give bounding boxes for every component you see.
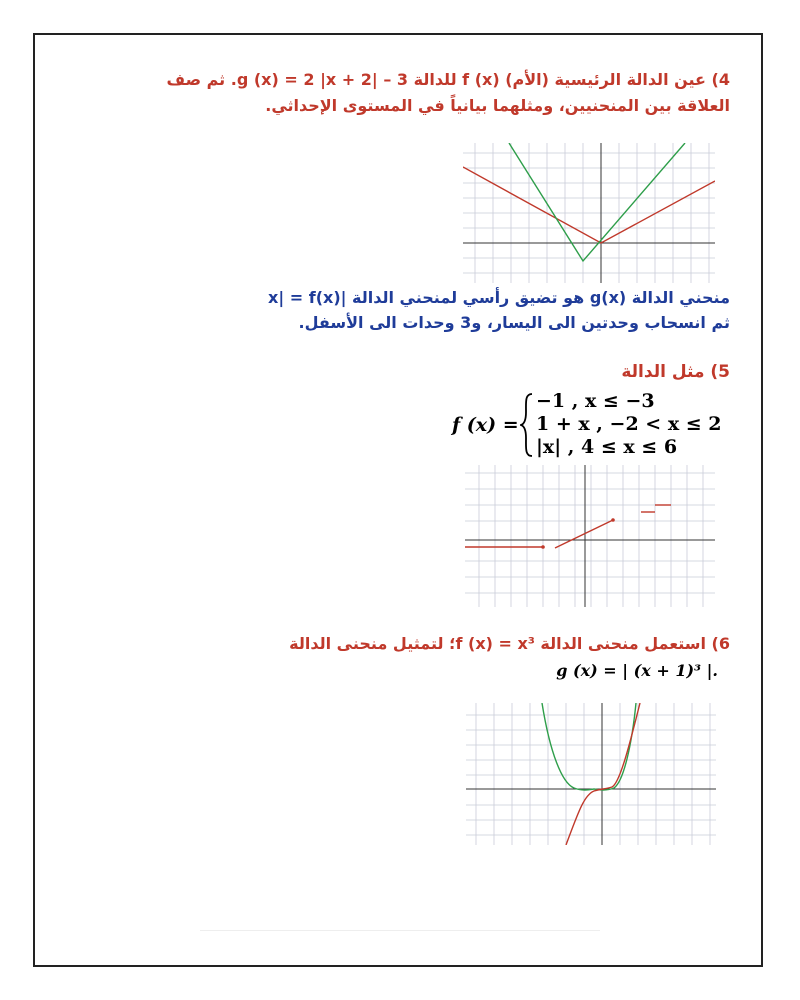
q5-grid — [465, 465, 715, 607]
q6-curve-f — [566, 703, 640, 845]
q4-answer-line2: ثم انسحاب وحدتين الى اليسار، و3 وحدات الى الأسفل. — [298, 313, 730, 332]
q6-graph — [466, 703, 716, 845]
q4-line2: العلاقة بين المنحنيين، ومثلهما بيانياً في المستوى الإحداثي. — [265, 96, 730, 115]
q5-lhs: f (x) = — [452, 414, 519, 436]
q4-answer-line1: منحني الدالة g(x) هو تضيق رأسي لمنحني الدالة |x| = f(x) — [268, 288, 730, 307]
q4-line1: 4) عين الدالة الرئيسية (الأم) f (x) للدالة 3 – |2 + g (x) = 2 |x. ثم صف — [166, 70, 730, 89]
q5-piece3: |x| , 4 ≤ x ≤ 6 — [536, 436, 678, 458]
q5-piece2: 1 + x , −2 < x ≤ 2 — [536, 413, 722, 435]
q5-title: 5) مثل الدالة — [621, 362, 730, 382]
q6-line1: 6) استعمل منحنى الدالة f (x) = x³؛ لتمثيل منحنى الدالة — [289, 634, 730, 653]
q5-graph — [465, 465, 715, 607]
q4-graph — [463, 143, 715, 283]
footer-strip — [200, 930, 600, 961]
q6-curve-g — [542, 703, 636, 790]
q5-piece1: −1 , x ≤ −3 — [536, 390, 655, 412]
q5-piece2-segment — [555, 520, 613, 548]
q5-piece2-endpoint — [611, 518, 615, 522]
q5-brace — [520, 392, 534, 458]
q4-curve-f — [463, 167, 715, 243]
q4-grid — [463, 143, 715, 283]
q6-grid — [466, 703, 716, 845]
q6-line2: g (x) = | (x + 1)³ |. — [556, 661, 718, 680]
q5-piece1-endpoint — [541, 545, 545, 549]
